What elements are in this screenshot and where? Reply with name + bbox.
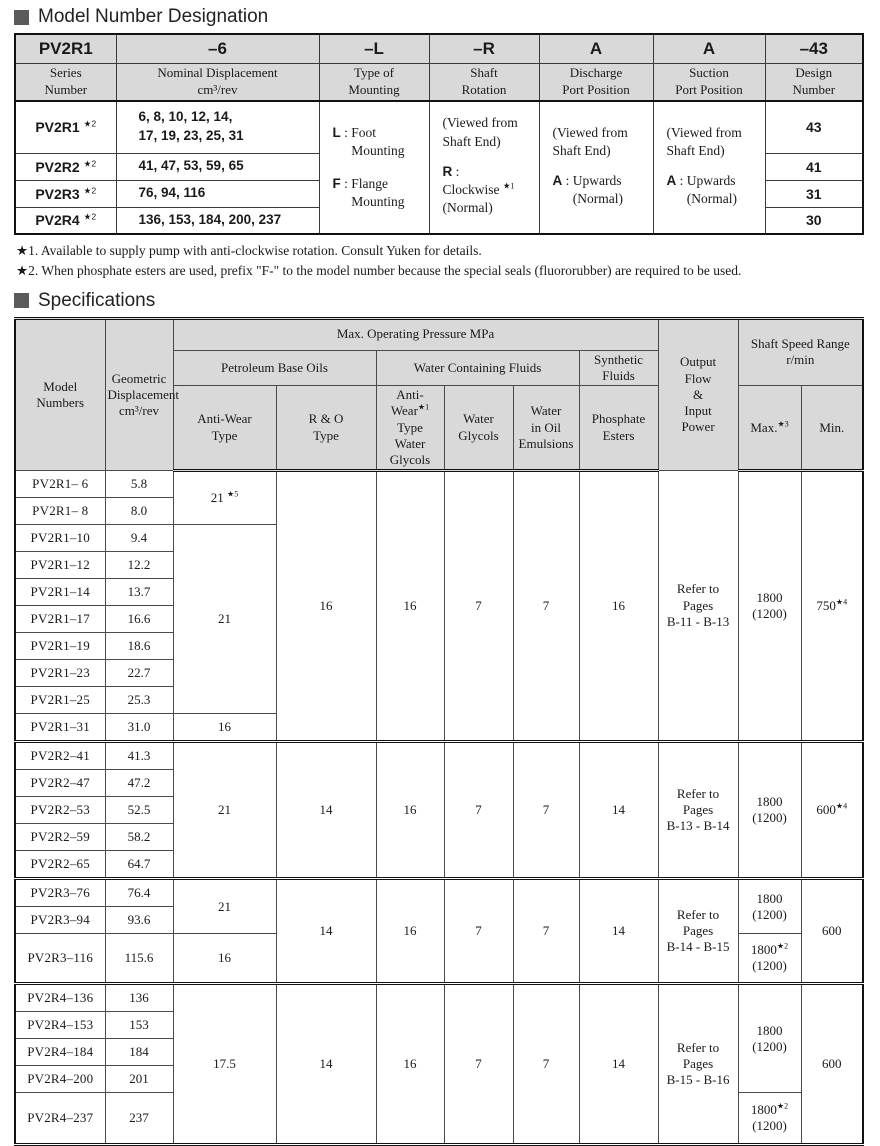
section-title: Model Number Designation [38,6,268,28]
code-series: PV2R1 [15,34,116,64]
spec-row [15,879,863,907]
spec-value-cell: 41.3 [105,742,173,770]
header-output-flow: Output Flow & Input Power [658,318,738,471]
spec-value-cell: $600^{★4}$ [801,742,863,879]
design-number: 43 [765,101,863,153]
model-number-designation-table [14,33,864,235]
suction-cell [653,101,765,234]
spec-model-cell: PV2R1–31 [15,714,105,742]
label-suction: Suction Port Position [653,64,765,102]
spec-value-cell: 184 [105,1039,173,1066]
spec-header-row-1 [15,318,863,350]
spec-value-cell: 47.2 [105,770,173,797]
header-water-glycols: Water Glycols [444,386,513,471]
spec-value-cell: 16 [173,714,276,742]
header-max-operating-pressure: Max. Operating Pressure MPa [173,318,658,350]
header-min-speed: Min. [801,386,863,471]
spec-value-cell: 16 [376,742,444,879]
mounting-cell [319,101,429,234]
label-design: Design Number [765,64,863,102]
spec-value-cell: Refer to Pages B-13 - B-14 [658,742,738,879]
header-r-and-o-type: R & O Type [276,386,376,471]
spec-model-cell: PV2R4–184 [15,1039,105,1066]
designation-label-row [15,64,863,102]
spec-value-cell: 13.7 [105,579,173,606]
series-displacements: 136, 153, 184, 200, 237 [116,207,319,234]
suction-viewed-note: (Viewed from Shaft End) [667,124,761,160]
spec-value-cell: 600 [801,984,863,1145]
design-number: 41 [765,153,863,180]
header-model-numbers: Model Numbers [15,318,105,471]
spec-row [15,742,863,770]
header-geometric-displacement: Geometric Displacement cm³/rev [105,318,173,471]
spec-model-cell: PV2R4–237 [15,1093,105,1145]
spec-model-cell: PV2R4–200 [15,1066,105,1093]
spec-value-cell: 25.3 [105,687,173,714]
code-design: –43 [765,34,863,64]
spec-row [15,471,863,498]
suction-label: Upwards (Normal) [687,172,737,208]
code-displacement: –6 [116,34,319,64]
spec-value-cell: $750^{★4}$ [801,471,863,742]
rotation-label: Clockwise $^{★1}$ (Normal) [443,181,515,217]
header-anti-wear-water-glycols: Anti-Wear$^{★1}$ Type Water Glycols [376,386,444,471]
spec-value-cell: 7 [513,742,579,879]
footnote-2: ★2. When phosphate esters are used, prefix "F-" to the model number because the special seals (fluororubber) are required to be used. [16,261,862,281]
spec-value-cell: 14 [579,742,658,879]
spec-model-cell: PV2R1– 8 [15,498,105,525]
spec-value-cell: 16 [376,471,444,742]
spec-model-cell: PV2R2–53 [15,797,105,824]
discharge-key: A : [553,173,573,188]
header-phosphate-esters: Phosphate Esters [579,386,658,471]
series-name: PV2R3 $^{★2}$ [15,180,116,207]
series-displacements: 6, 8, 10, 12, 14, 17, 19, 23, 25, 31 [116,101,319,153]
spec-value-cell: 16 [376,879,444,984]
header-anti-wear-type: Anti-Wear Type [173,386,276,471]
spec-value-cell: 14 [579,984,658,1145]
spec-value-cell: 16 [276,471,376,742]
spec-model-cell: PV2R2–65 [15,851,105,879]
series-name: PV2R2 $^{★2}$ [15,153,116,180]
section-marker-icon [14,10,29,25]
designation-code-row [15,34,863,64]
spec-value-cell: 22.7 [105,660,173,687]
spec-model-cell: PV2R4–153 [15,1012,105,1039]
discharge-option [553,172,649,208]
spec-model-cell: PV2R3–116 [15,934,105,984]
series-name: PV2R1 $^{★2}$ [15,101,116,153]
spec-value-cell: 21 [173,525,276,714]
spec-value-cell: 1800 (1200) [738,879,801,934]
spec-value-cell: 136 [105,984,173,1012]
spec-value-cell: 64.7 [105,851,173,879]
mounting-label: Foot Mounting [351,124,404,160]
mounting-key: L : [333,125,352,140]
spec-value-cell: 1800 (1200) [738,984,801,1093]
mounting-option-flange [333,175,425,211]
header-shaft-speed-range: Shaft Speed Range r/min [738,318,863,386]
spec-value-cell: 12.2 [105,552,173,579]
spec-value-cell: 16 [173,934,276,984]
design-number: 30 [765,207,863,234]
spec-value-cell: 1800 (1200) [738,742,801,879]
discharge-viewed-note: (Viewed from Shaft End) [553,124,649,160]
spec-value-cell: 31.0 [105,714,173,742]
mounting-option-foot [333,124,425,160]
spec-value-cell: 16 [376,984,444,1145]
spec-model-cell: PV2R1–12 [15,552,105,579]
spec-value-cell: 7 [444,471,513,742]
spec-model-cell: PV2R1–25 [15,687,105,714]
spec-value-cell: 8.0 [105,498,173,525]
label-displacement: Nominal Displacement cm³/rev [116,64,319,102]
rotation-option [443,163,535,218]
spec-value-cell: 9.4 [105,525,173,552]
spec-value-cell: 93.6 [105,907,173,934]
section-marker-icon [14,293,29,308]
spec-value-cell: Refer to Pages B-14 - B-15 [658,879,738,984]
spec-value-cell: 14 [276,742,376,879]
design-number: 31 [765,180,863,207]
suction-key: A : [667,173,687,188]
spec-value-cell: 16 [579,471,658,742]
spec-model-cell: PV2R3–76 [15,879,105,907]
spec-value-cell: 21 [173,879,276,934]
spec-value-cell: 58.2 [105,824,173,851]
spec-value-cell: 18.6 [105,633,173,660]
header-water-in-oil-emulsions: Water in Oil Emulsions [513,386,579,471]
code-rotation: –R [429,34,539,64]
spec-model-cell: PV2R1–17 [15,606,105,633]
spec-model-cell: PV2R1– 6 [15,471,105,498]
spec-value-cell: 1800 (1200) [738,471,801,742]
spec-model-cell: PV2R2–41 [15,742,105,770]
spec-value-cell: 21 [173,742,276,879]
spec-value-cell: 14 [276,879,376,984]
spec-value-cell: 14 [276,984,376,1145]
code-suction: A [653,34,765,64]
header-synthetic-fluids: Synthetic Fluids [579,350,658,386]
spec-value-cell: $1800^{★2}$ (1200) [738,1093,801,1145]
spec-model-cell: PV2R1–19 [15,633,105,660]
code-discharge: A [539,34,653,64]
spec-model-cell: PV2R4–136 [15,984,105,1012]
spec-value-cell: Refer to Pages B-15 - B-16 [658,984,738,1145]
spec-model-cell: PV2R3–94 [15,907,105,934]
spec-value-cell: 7 [513,984,579,1145]
spec-value-cell: 21 $^{★5}$ [173,471,276,525]
spec-value-cell: 7 [444,742,513,879]
spec-value-cell: 237 [105,1093,173,1145]
spec-value-cell: 76.4 [105,879,173,907]
rotation-cell [429,101,539,234]
label-discharge: Discharge Port Position [539,64,653,102]
spec-value-cell: 600 [801,879,863,984]
spec-value-cell: 7 [513,879,579,984]
spec-model-cell: PV2R1–10 [15,525,105,552]
section-title: Specifications [38,290,155,312]
discharge-label: Upwards (Normal) [573,172,623,208]
discharge-cell [539,101,653,234]
rotation-viewed-note: (Viewed from Shaft End) [443,114,535,150]
spec-value-cell: 7 [513,471,579,742]
spec-model-cell: PV2R1–14 [15,579,105,606]
spec-value-cell: 153 [105,1012,173,1039]
spec-value-cell: 17.5 [173,984,276,1145]
label-rotation: Shaft Rotation [429,64,539,102]
series-displacements: 41, 47, 53, 59, 65 [116,153,319,180]
spec-value-cell: 7 [444,984,513,1145]
footnotes [16,241,862,282]
series-displacements: 76, 94, 116 [116,180,319,207]
header-max-speed: Max.$^{★3}$ [738,386,801,471]
spec-value-cell: 14 [579,879,658,984]
footnote-1: ★1. Available to supply pump with anti-clockwise rotation. Consult Yuken for details. [16,241,862,261]
spec-model-cell: PV2R2–59 [15,824,105,851]
label-mounting: Type of Mounting [319,64,429,102]
spec-model-cell: PV2R2–47 [15,770,105,797]
spec-row [15,984,863,1012]
specifications-table [14,317,864,1146]
spec-value-cell: 115.6 [105,934,173,984]
rotation-key: R : [443,164,460,179]
suction-option [667,172,761,208]
header-petroleum-base-oils: Petroleum Base Oils [173,350,376,386]
mounting-key: F : [333,176,352,191]
spec-value-cell: 5.8 [105,471,173,498]
section-heading-model-number [14,6,862,28]
series-name: PV2R4 $^{★2}$ [15,207,116,234]
label-series: Series Number [15,64,116,102]
header-water-containing-fluids: Water Containing Fluids [376,350,579,386]
spec-value-cell: $1800^{★2}$ (1200) [738,934,801,984]
series-row-pv2r1 [15,101,863,153]
code-mounting: –L [319,34,429,64]
spec-value-cell: 52.5 [105,797,173,824]
spec-value-cell: 16.6 [105,606,173,633]
spec-table-body [15,471,863,1145]
spec-value-cell: 7 [444,879,513,984]
spec-value-cell: 201 [105,1066,173,1093]
spec-value-cell: Refer to Pages B-11 - B-13 [658,471,738,742]
mounting-label: Flange Mounting [351,175,404,211]
spec-model-cell: PV2R1–23 [15,660,105,687]
section-heading-specifications [14,290,862,312]
